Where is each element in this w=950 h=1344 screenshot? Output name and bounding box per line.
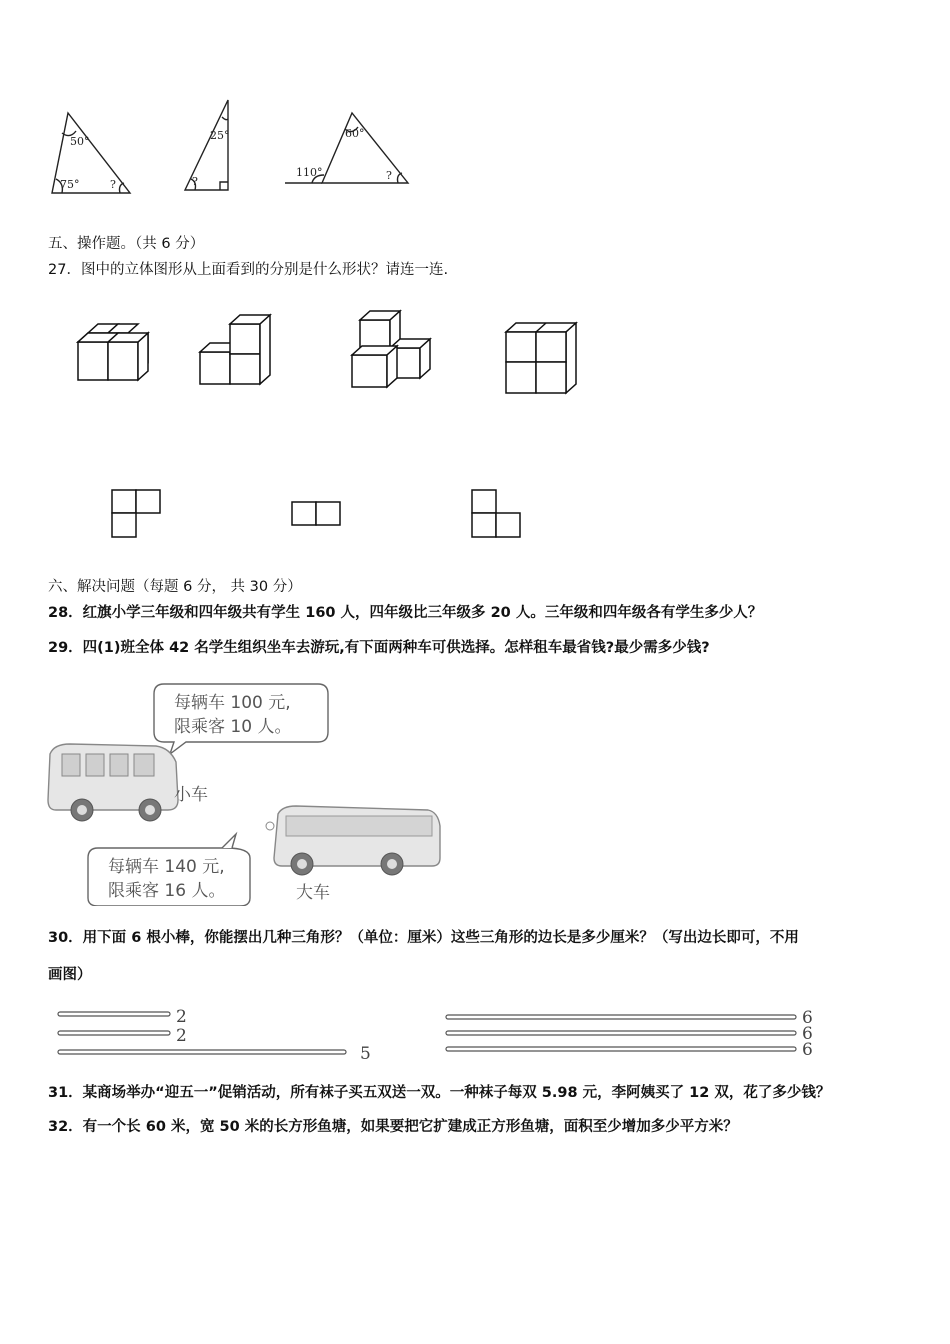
triangle-2-left-angle: ? (192, 175, 198, 188)
question-30-line-1: 30．用下面 6 根小棒，你能摆出几种三角形？（单位：厘米）这些三角形的边长是多少厘米？（写出边长即可，不用 (48, 930, 799, 946)
triangle-3-top-angle: 60° (345, 127, 365, 140)
solid-4 (506, 323, 576, 393)
bus-illustration (46, 676, 446, 906)
top-views-figure (100, 482, 540, 542)
small-bus-label: 小车 (174, 785, 208, 805)
question-31: 31．某商场举办“迎五一”促销活动，所有袜子买五双送一双。一种袜子每双 5.98 元，李阿姨买了 12 双，花了多少钱？ (48, 1085, 831, 1101)
stick-5-length: 6 (802, 1024, 813, 1044)
stick-4 (446, 1015, 796, 1019)
triangle-3-exterior-angle: 110° (296, 166, 323, 179)
big-bus (266, 806, 440, 875)
triangles-figure (40, 95, 430, 205)
stick-6 (446, 1047, 796, 1051)
triangle-1-left-angle: 75° (60, 178, 80, 191)
question-28: 28．红旗小学三年级和四年级共有学生 160 人，四年级比三年级多 20 人。三年级和四年级各有学生多少人？ (48, 605, 763, 621)
triangle-2-top-angle: 25° (210, 129, 230, 142)
triangle-1-right-angle: ? (110, 178, 116, 191)
question-32: 32．有一个长 60 米，宽 50 米的长方形鱼塘，如果要把它扩建成正方形鱼塘，面积至少增加多少平方米？ (48, 1119, 738, 1135)
question-29: 29．四(1)班全体 42 名学生组织坐车去游玩,有下面两种车可供选择。怎样租车最省钱?最少需多少钱? (48, 640, 710, 656)
small-bus (48, 744, 178, 821)
stick-3-length: 5 (360, 1044, 371, 1064)
solids-figure (70, 300, 590, 400)
solid-3 (352, 311, 430, 387)
stick-1 (58, 1012, 170, 1016)
sticks-figure (50, 1005, 830, 1065)
stick-6-length: 6 (802, 1040, 813, 1060)
question-27: 27．图中的立体图形从上面看到的分别是什么形状？请连一连. (48, 262, 449, 278)
top-view-3 (472, 490, 520, 537)
small-bus-price: 每辆车 100 元, (174, 693, 291, 713)
triangle-1-top-angle: 50° (70, 135, 90, 148)
top-view-2 (292, 502, 340, 525)
section-6-heading: 六、解决问题（每题 6 分， 共 30 分） (48, 579, 302, 595)
big-bus-price: 每辆车 140 元, (108, 857, 225, 877)
stick-5 (446, 1031, 796, 1035)
section-5-heading: 五、操作题。（共 6 分） (48, 236, 205, 252)
stick-2 (58, 1031, 170, 1035)
big-bus-label: 大车 (296, 883, 330, 903)
stick-1-length: 2 (176, 1007, 187, 1027)
solid-1 (78, 324, 148, 380)
top-view-1 (112, 490, 160, 537)
solid-2 (200, 315, 270, 384)
stick-3 (58, 1050, 346, 1054)
question-30-line-2: 画图） (48, 967, 92, 983)
big-bus-capacity: 限乘客 16 人。 (108, 881, 226, 901)
stick-4-length: 6 (802, 1008, 813, 1028)
triangle-3-right-angle: ? (386, 169, 392, 182)
small-bus-capacity: 限乘客 10 人。 (174, 717, 292, 737)
stick-2-length: 2 (176, 1026, 187, 1046)
